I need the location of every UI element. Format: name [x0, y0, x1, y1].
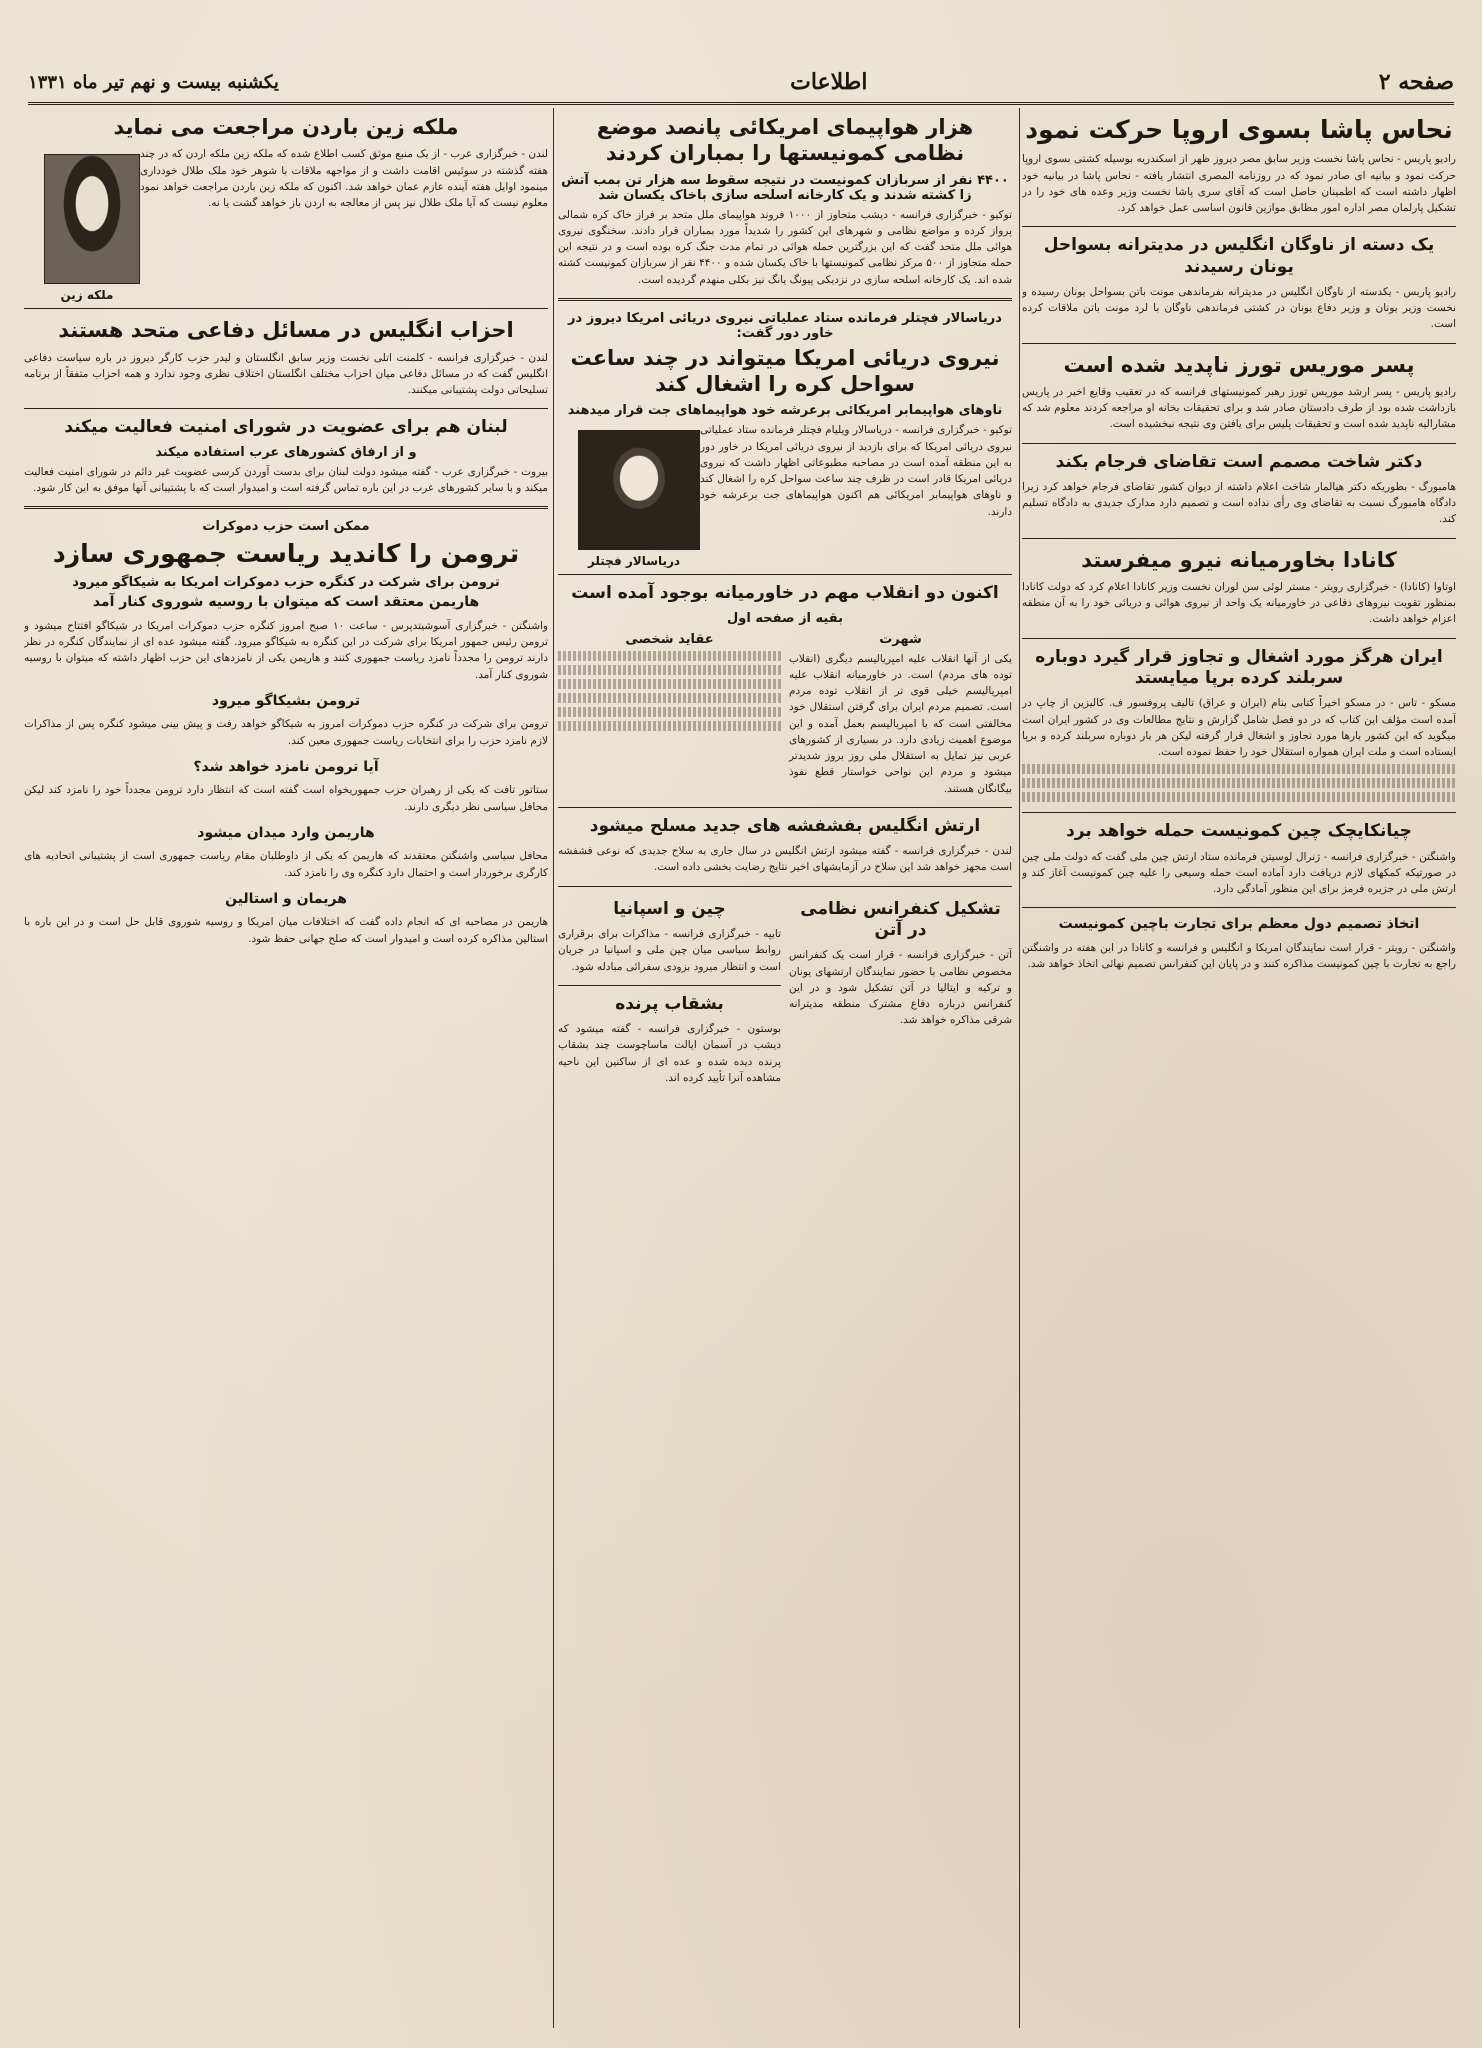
- headline: اکنون دو انقلاب مهم در خاورمیانه بوجود آمده است: [571, 583, 999, 604]
- headline: یک دسته از ناوگان انگلیس در مدیترانه بسواحل یونان رسیدند: [1043, 235, 1435, 277]
- section-heading: عقاید شخصی: [625, 631, 714, 647]
- article-china-trade: [1022, 916, 1456, 972]
- column-divider: [553, 108, 554, 2028]
- article-thorez-son: [1022, 352, 1456, 433]
- photo-figure: [34, 150, 140, 302]
- article-nahas: [1022, 114, 1456, 216]
- headline: دکتر شاخت مصمم است تقاضای فرجام بکند: [1055, 451, 1423, 472]
- subheadline: ناوهای هواپیمابر امریکائی برعرشه خود هواپیماهای جت قرار میدهند: [567, 403, 1003, 419]
- admiral-photo: [578, 430, 700, 550]
- article-body: بوستون - خبرگزاری فرانسه - گفته میشود که دیشب در آسمان ایالت ماساچوست چند بشقاب پرنده دیده شده و عده ای از ساکنین این ناحیه مشاهده آنرا تأیید کرده اند.: [558, 1023, 781, 1084]
- headline: نحاس پاشا بسوی اروپا حرکت نمود: [1025, 115, 1453, 144]
- article-body: ترومن برای شرکت در کنگره حزب دموکرات امروز به شیکاگو خواهد رفت و پیش بینی میشود کنگره پس از مذاکرات لازم نامزد حزب را برای انتخابات ریاست جمهوری معین کند.: [24, 718, 548, 747]
- section-heading: هریمان و استالین: [225, 890, 347, 907]
- issue-date: یکشنبه بیست و نهم تیر ماه ۱۳۳۱: [28, 71, 279, 93]
- article-british-parties: [24, 317, 548, 398]
- article-body: واشنگتن - خبرگزاری آسوشیتدپرس - ساعت ۱۰ صبح امروز کنگره حزب دموکرات امریکا در شیکاگو افتتاح میشود و ترومن رئیس جمهور امریکا برای شرکت در این کنگره به شیکاگو میرود. گفته میشود عده ای از نمایندگان کنگره در نظر دارند ترومن را مجدداً نامزد ریاست جمهوری کنند و هاریمن یکی از نامزدهای این حزب اظهار داشته که میتوان با روسیه شوروی کنار آمد.: [24, 619, 548, 681]
- article-body: ستاتور تافت که یکی از رهبران حزب جمهوریخواه است گفته است که انتظار دارد ترومن مجدداً خود را نامزد کند لیکن محافل سیاسی نظر دیگری دارند.: [24, 784, 548, 813]
- section-heading: شهرت: [879, 631, 922, 647]
- subheadline: هاریمن معتقد است که میتوان با روسیه شوروی کنار آمد: [92, 594, 480, 611]
- column-left: [24, 110, 548, 2028]
- article-body: لندن - خبرگزاری عرب - از یک منبع موثق کسب اطلاع شده که ملکه زین ملکه اردن که در چند هفته گذشته در سوئیس اقامت داشت و از مواجهه ملاقات با شوهر خود ملک طلال خودداری مینمود اوایل هفته آینده عازم عمان خواهد شد. اکنون که ملکه زین باردن مراجعت خواهد نمود معلوم نیست که آیا ملک طلال نیز پس از معالجه به اردن باز خواهد گشت یا نه.: [140, 148, 548, 210]
- headline: تشکیل کنفرانس نظامی در آتن: [800, 898, 1001, 940]
- headline: ترومن را کاندید ریاست جمهوری سازد: [52, 539, 520, 569]
- article-schacht: [1022, 452, 1456, 528]
- article-body: هاریمن در مصاحبه ای که انجام داده گفت که اختلافات میان امریکا و روسیه شوروی قابل حل است و در این باره با استالین مذاکره کرده است و امیدوار است که صلح جهانی حفظ شود.: [24, 916, 548, 945]
- page-number: صفحه ۲: [1378, 69, 1454, 95]
- article-body: هامبورگ - بطوریکه دکتر هیالمار شاخت اعلام داشته از دیوان کشور تقاضای فرجام خواهد کرد زیرا دادگاه هامبورگ نسبت به تقاضای وی رأی نداده است و تصمیم دارد مدارک جدیدی به دادگاه تسلیم کند.: [1022, 480, 1456, 526]
- section-heading: هاریمن وارد میدان میشود: [197, 824, 375, 841]
- article-body: رادیو پاریس - یکدسته از ناوگان انگلیس در مدیترانه بفرماندهی مونت باتن بسواحل یونان رسیده و نخست وزیر یونان و وزیر دفاع یونان در کشتی فرماندهی ناوگان با لرد مونت باتن ملاقات کرده است.: [1022, 285, 1456, 331]
- article-body: واشنگتن - رویتر - قرار است نمایندگان امریکا و انگلیس و فرانسه و کانادا در این هفته در واشنگتن راجع به تجارت با چین کمونیست مذاکره کنند و در پایان این کنفرانس تصمیم نهائی اتخاذ خواهد شد.: [1022, 941, 1456, 971]
- headline: کانادا بخاورمیانه نیرو میفرستد: [1081, 547, 1397, 572]
- article-truman-nominee: [24, 759, 548, 815]
- masthead: [28, 62, 1454, 105]
- photo-caption: ملکه زین: [60, 288, 114, 303]
- article-mideast-revolutions: [558, 583, 1012, 797]
- article-lebanon: [24, 417, 548, 496]
- headline: چیانکایچک چین کمونیست حمله خواهد برد: [1066, 821, 1412, 842]
- kicker: بقیه از صفحه اول: [727, 610, 843, 626]
- section-heading: ترومن بشیکاگو میرود: [211, 692, 361, 709]
- article-british-rockets: [558, 816, 1012, 876]
- headline: ملکه زین باردن مراجعت می نماید: [113, 115, 459, 139]
- article-body: واشنگتن - خبرگزاری فرانسه - ژنرال لوسیتن فرمانده ستاد ارتش چین ملی گفت که دولت ملی چین در صورتیکه کمکهای لازم دریافت دارد آماده است حمله وسیعی را علیه چین کمونیست آغاز کند و ارتش ملی در جزیره فرمز برای این منظور آمادگی دارد.: [1022, 850, 1456, 896]
- article-canada: [1022, 547, 1456, 628]
- article-body: تایپه - خبرگزاری فرانسه - مذاکرات برای برقراری روابط سیاسی میان چین ملی و اسپانیا در جریان است و انتظار میرود بزودی سفرائی مبادله شود.: [558, 928, 781, 973]
- headline: نیروی دریائی امریکا میتواند در چند ساعت سواحل کره را اشغال کند: [570, 345, 1000, 397]
- column-right: [1022, 110, 1456, 2028]
- article-body: رادیو پاریس - نحاس پاشا نخست وزیر سابق مصر دیروز ظهر از اسکندریه بوسیله کشتی بسوی اروپا حرکت نمود و بیانیه ای صادر نمود که در روزنامه المصری انتشار یافته - نحاس پاشا در بیانیه خود اظهار داشته است که اطمینان حاصل است که آقای سری پاشا نخست وزیر وعده های خود را در تشکیل پارلمان مصر اداره امور مطابق موازین قانون اساسی عمل خواهد کرد.: [1022, 153, 1456, 215]
- photo-figure: [568, 426, 700, 568]
- headline: بشقاب پرنده: [615, 993, 724, 1014]
- article-body: اوتاوا (کانادا) - خبرگزاری رویتر - مستر لوئی سن لوران نخست وزیر کانادا اعلام کرد که دولت کانادا بمنظور تقویت نیروهای دفاعی در خاورمیانه یک واحد از نیروی هوائی و دریائی خود را به آن منطقه اعزام خواهد داشت.: [1022, 580, 1456, 626]
- section-heading: آیا ترومن نامزد خواهد شد؟: [193, 758, 379, 775]
- article-body: توکیو - خبرگزاری فرانسه - دیشب متجاوز از ۱۰۰۰ فروند هواپیمای ملل متحد بر فراز خاک کره شمالی پرواز کرده و مواضع نظامی و شهرهای این کشور را شدیداً مورد بمباران قرار دادند. سخنگوی نیروی هوائی ملل متحد گفت که این بزرگترین حمله هوائی در تمام مدت جنگ کره بوده است و در نتیجه این حمله متجاوز از ۵۰۰ مرکز نظامی کمونیستها با خاک یکسان شده و ۴۴۰۰ نفر از سربازان کمونیست کشته شده اند. یک کارخانه اسلحه سازی در نزدیکی پیونگ یانگ نیز بکلی منهدم گردیده است.: [558, 208, 1012, 286]
- paper-name: اطلاعات: [790, 69, 868, 95]
- kicker: دریاسالار فچتلر فرمانده ستاد عملیاتی نیروی دریائی امریکا دیروز در خاور دور گفت:: [568, 310, 1002, 341]
- headline: اتخاذ تصمیم دول معظم برای تجارت باچین کمونیست: [1058, 916, 1420, 933]
- article-harriman: [24, 825, 548, 881]
- kicker: ممکن است حزب دموکرات: [202, 519, 370, 535]
- headline: احزاب انگلیس در مسائل دفاعی متحد هستند: [58, 318, 514, 343]
- subheadline: ۴۴۰۰ نفر از سربازان کمونیست در نتیجه سقوط سه هزار تن بمب آتش زا کشته شدند و یک کارخانه اسلحه سازی باخاک یکسان شد: [561, 172, 1009, 203]
- article-body: محافل سیاسی واشنگتن معتقدند که هاریمن که یکی از داوطلبان مقام ریاست جمهوری است از پشتیبانی اتحادیه های کارگری برخوردار است و احتمال دارد کنگره وی را نامزد کند.: [24, 850, 548, 879]
- headline: لبنان هم برای عضویت در شورای امنیت فعالیت میکند: [64, 417, 508, 438]
- article-truman: [24, 519, 548, 683]
- article-harriman-stalin: [24, 891, 548, 947]
- article-body: توکیو - خبرگزاری فرانسه - دریاسالار ویلیام فچتلر فرمانده ستاد عملیاتی نیروی دریائی امریکا که برای بازدید از نیروی دریائی امریکا در خاور دور به این منطقه آمده است در مصاحبه مطبوعاتی اظهار داشت که نیروی دریائی امریکا قادر است در ظرف چند ساعت سواحل کره را اشغال کند و ناوهای هواپیمابر امریکائی هم اکنون هواپیماهای جت برعرشه خود دارند.: [700, 424, 1012, 518]
- article-fechteler: [558, 310, 1012, 569]
- queen-photo: [44, 154, 140, 284]
- headline: هزار هواپیمای امریکائی پانصد موضع نظامی کمونیستها را بمباران کردند: [596, 115, 974, 166]
- column-middle: [558, 110, 1012, 2028]
- headline: پسر موریس تورز ناپدید شده است: [1063, 352, 1415, 377]
- photo-caption: دریاسالار فچتلر: [587, 554, 681, 569]
- headline: ایران هرگز مورد اشغال و تجاوز قرار گیرد دوباره سربلند کرده برپا میایستد: [1035, 646, 1443, 688]
- article-athens-conference: [789, 895, 1012, 1086]
- article-body: یکی از آنها انقلاب علیه امپریالیسم دیگری (انقلاب توده های مردم) است. در خاورمیانه انقلاب علیه امپریالیسم خیلی قوی تر از انقلاب توده مردم است. تصمیم مردم ایران برای گرفتن استقلال خود مخالفتی است که با امپریالیسم بعمل آمده و این موضوع اهمیت زیادی دارد. در بسیاری از کشورهای عربی نیز تمایل به استقلال ملی روز بروز شدیدتر میشود و مردم این نواحی خواستار قطع نفوذ بیگانگان هستند.: [789, 652, 1012, 795]
- article-flying-saucer: [558, 994, 781, 1086]
- article-body: لندن - خبرگزاری فرانسه - گفته میشود ارتش انگلیس در سال جاری به سلاح جدیدی که نوعی فشفشه است مجهز خواهد شد این سلاح در آزمایشهای اخیر نتایج رضایت بخشی داده است.: [558, 845, 1012, 874]
- article-body: بیروت - خبرگزاری عرب - گفته میشود دولت لبنان برای بدست آوردن کرسی عضویت غیر دائم در شورای امنیت فعالیت میکند و با سایر کشورهای عرب در این باره تماس گرفته است و امیدوار است که با پشتیبانی آنها موفق به این کار شود.: [24, 465, 548, 494]
- article-body: آتن - خبرگزاری فرانسه - قرار است یک کنفرانس مخصوص نظامی با حضور نمایندگان ارتشهای یونان و ترکیه و ایتالیا در آتن تشکیل شود و در این کنفرانس درباره دفاع مشترک منطقه مدیترانه شرقی مذاکره خواهد شد.: [789, 949, 1012, 1027]
- article-china-spain: [558, 899, 781, 975]
- subheadline: و از ارفاق کشورهای عرب استفاده میکند: [155, 444, 417, 460]
- article-truman-chicago: [24, 693, 548, 749]
- article-british-fleet: [1022, 235, 1456, 332]
- article-queen-zein: [24, 114, 548, 303]
- column-divider: [1019, 108, 1020, 2028]
- subheadline: ترومن برای شرکت در کنگره حزب دموکرات امریکا به شیکاگو میرود: [72, 575, 500, 591]
- headline: ارتش انگلیس بفشفشه های جدید مسلح میشود: [589, 815, 981, 836]
- article-chiang: [1022, 821, 1456, 897]
- article-korea-bombing: [558, 114, 1012, 288]
- article-iran-book: [1022, 647, 1456, 803]
- article-body: رادیو پاریس - پسر ارشد موریس تورز رهبر کمونیستهای فرانسه که در تعقیب وقایع اخیر در پاریس بازداشت شده بود از طرف دادستان صادر شد و برای تحقیقات بخانه او مراجعه کردند معلوم شد که مشارالیه ناپدید شده است و تحقیقات پلیس برای یافتن وی نتیجه نبخشیده است.: [1022, 385, 1456, 431]
- article-body: مسکو - تاس - در مسکو اخیراً کتابی بنام (ایران و عراق) تالیف پروفسور ف. کالیزین از چاپ در آمده است مؤلف این کتاب که در دو فصل شامل گزارش و نتایج مطالعات وی در کشور ایران است میگوید که این کشور بارها مورد تجاوز و اشغال قرار گرفته لیکن هر بار دوباره سربلند کرده و برپا ایستاده است و ملت ایران همواره استقلال خود را حفظ نموده است.: [1022, 697, 1456, 759]
- headline: چین و اسپانیا: [613, 898, 726, 919]
- article-body: لندن - خبرگزاری فرانسه - کلمنت اتلی نخست وزیر سابق انگلستان و لیدر حزب کارگر دیروز در باره سیاست دفاعی انگلیس گفت که در مسائل دفاعی میان احزاب مختلف انگلستان اختلاف نظری وجود ندارد و همه احزاب متفقاً از برنامه تسلیحاتی دولت پشتیبانی میکنند.: [24, 351, 548, 397]
